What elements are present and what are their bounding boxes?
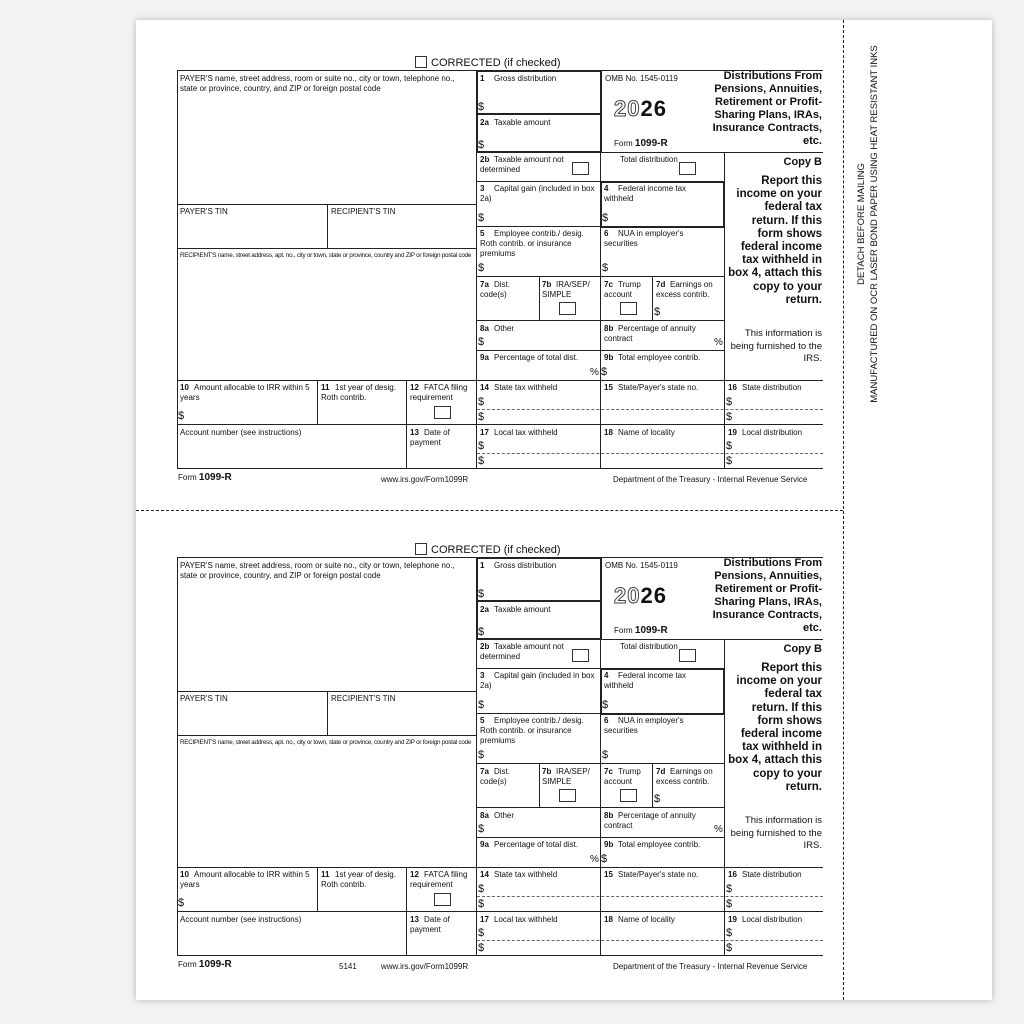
detach-text: DETACH BEFORE MAILING xyxy=(856,163,867,285)
dollar-sign: $ xyxy=(478,749,485,761)
recipient-tin-label: RECIPIENT'S TIN xyxy=(331,694,396,703)
irs-url: www.irs.gov/Form1099R xyxy=(381,475,469,484)
dollar-sign: $ xyxy=(726,942,733,954)
form-code: 5141 xyxy=(339,962,357,971)
box-14-label: 14 State tax withheld xyxy=(480,383,558,392)
box-7d-label: 7d Earnings on excess contrib. xyxy=(656,280,713,299)
box-8a-label: 8a Other xyxy=(480,811,515,820)
box-1-label: 1 Gross distribution xyxy=(480,74,557,83)
total-distribution-checkbox[interactable] xyxy=(679,649,696,662)
total-distribution-label: Total distribution xyxy=(620,155,678,164)
corrected-label: CORRECTED (if checked) xyxy=(431,57,561,69)
dollar-sign: $ xyxy=(726,898,733,910)
payer-tin-label: PAYER'S TIN xyxy=(180,207,228,216)
dollar-sign: $ xyxy=(654,306,661,318)
box-2b-label: 2b Taxable amount not determined xyxy=(480,642,564,661)
box-18-label: 18 Name of locality xyxy=(604,428,675,437)
dollar-sign: $ xyxy=(601,366,608,378)
box-5-label: 5 Employee contrib./ desig. Roth contrib. or insurance premiums xyxy=(480,716,584,745)
box-7b-label: 7b IRA/SEP/ SIMPLE xyxy=(542,280,590,299)
dollar-sign: $ xyxy=(478,942,485,954)
percent-sign: % xyxy=(714,824,723,835)
form-id-top: Form 1099-R xyxy=(614,625,668,636)
form-id-top: Form 1099-R xyxy=(614,138,668,149)
box-7c-label: 7c Trump account xyxy=(604,767,641,786)
dollar-sign: $ xyxy=(478,883,485,895)
total-distribution-checkbox[interactable] xyxy=(679,162,696,175)
corrected-checkbox[interactable] xyxy=(415,543,427,555)
box-16-label: 16 State distribution xyxy=(728,870,802,879)
box-12-label: 12 FATCA filing requirement xyxy=(410,383,468,402)
box-9a-label: 9a Percentage of total dist. xyxy=(480,353,579,362)
total-distribution-label: Total distribution xyxy=(620,642,678,651)
dollar-sign: $ xyxy=(478,396,485,408)
box-6-label: 6 NUA in employer's securities xyxy=(604,716,684,735)
box-3-label: 3 Capital gain (included in box 2a) xyxy=(480,184,595,203)
box-3-label: 3 Capital gain (included in box 2a) xyxy=(480,671,595,690)
treasury-dept: Department of the Treasury - Internal Revenue Service xyxy=(613,962,808,971)
box-2b-checkbox[interactable] xyxy=(572,162,589,175)
form-1099r-top xyxy=(0,0,1024,484)
payer-block-label: PAYER'S name, street address, room or suite no., city or town, telephone no., state or province, country, and ZIP or foreign postal code xyxy=(180,74,455,93)
box-4-label: 4 Federal income tax withheld xyxy=(604,184,687,203)
irs-info: This information is being furnished to the IRS. xyxy=(730,815,822,851)
copy-label: Copy B xyxy=(783,156,822,168)
manufactured-text: MANUFACTURED ON OCR LASER BOND PAPER USING HEAT RESISTANT INKS xyxy=(869,45,880,403)
dollar-sign: $ xyxy=(726,455,733,467)
form-id-bottom: Form 1099-R xyxy=(178,959,232,970)
dollar-sign: $ xyxy=(478,212,485,224)
dollar-sign: $ xyxy=(478,699,485,711)
box-9b-label: 9b Total employee contrib. xyxy=(604,353,701,362)
box-5-label: 5 Employee contrib./ desig. Roth contrib. or insurance premiums xyxy=(480,229,584,258)
dollar-sign: $ xyxy=(602,262,609,274)
box-10-label: 10 Amount allocable to IRR within 5 years xyxy=(180,383,310,402)
corrected-label: CORRECTED (if checked) xyxy=(431,544,561,556)
corrected-checkbox-row[interactable] xyxy=(415,56,561,69)
box-9a-label: 9a Percentage of total dist. xyxy=(480,840,579,849)
box-17-label: 17 Local tax withheld xyxy=(480,915,558,924)
dollar-sign: $ xyxy=(726,440,733,452)
box-2a-label: 2a Taxable amount xyxy=(480,118,551,127)
account-number-label: Account number (see instructions) xyxy=(180,915,302,924)
dollar-sign: $ xyxy=(602,699,609,711)
box-11-label: 11 1st year of desig. Roth contrib. xyxy=(321,383,396,402)
box-12-label: 12 FATCA filing requirement xyxy=(410,870,468,889)
box-7b-label: 7b IRA/SEP/ SIMPLE xyxy=(542,767,590,786)
dollar-sign: $ xyxy=(726,411,733,423)
dollar-sign: $ xyxy=(726,927,733,939)
dollar-sign: $ xyxy=(726,883,733,895)
percent-sign: % xyxy=(590,854,599,865)
box-19-label: 19 Local distribution xyxy=(728,428,803,437)
dollar-sign: $ xyxy=(602,749,609,761)
dollar-sign: $ xyxy=(478,455,485,467)
box-7a-label: 7a Dist. code(s) xyxy=(480,767,510,786)
box-10-label: 10 Amount allocable to IRR within 5 years xyxy=(180,870,310,889)
box-2b-checkbox[interactable] xyxy=(572,649,589,662)
dollar-sign: $ xyxy=(478,101,485,113)
form-1099r-bottom xyxy=(0,487,1024,971)
box-7c-checkbox[interactable] xyxy=(620,302,637,315)
treasury-dept: Department of the Treasury - Internal Revenue Service xyxy=(613,475,808,484)
box-18-label: 18 Name of locality xyxy=(604,915,675,924)
recipient-block-label: RECIPIENT'S name, street address, apt. no., city or town, state or province, country and ZIP or foreign postal code xyxy=(180,739,472,746)
percent-sign: % xyxy=(714,337,723,348)
copy-label: Copy B xyxy=(783,643,822,655)
box-6-label: 6 NUA in employer's securities xyxy=(604,229,684,248)
omb-number: OMB No. 1545-0119 xyxy=(605,74,678,83)
box-4-label: 4 Federal income tax withheld xyxy=(604,671,687,690)
box-19-label: 19 Local distribution xyxy=(728,915,803,924)
omb-number: OMB No. 1545-0119 xyxy=(605,561,678,570)
tax-year: 2026 xyxy=(614,96,667,121)
fatca-checkbox[interactable] xyxy=(434,406,451,419)
fatca-checkbox[interactable] xyxy=(434,893,451,906)
box-8a-label: 8a Other xyxy=(480,324,515,333)
dollar-sign: $ xyxy=(178,897,185,909)
payer-tin-label: PAYER'S TIN xyxy=(180,694,228,703)
box-7a-label: 7a Dist. code(s) xyxy=(480,280,510,299)
percent-sign: % xyxy=(590,367,599,378)
box-7b-checkbox[interactable] xyxy=(559,302,576,315)
box-15-label: 15 State/Payer's state no. xyxy=(604,383,699,392)
dollar-sign: $ xyxy=(478,139,485,151)
box-7c-checkbox[interactable] xyxy=(620,789,637,802)
dollar-sign: $ xyxy=(726,396,733,408)
box-1-label: 1 Gross distribution xyxy=(480,561,557,570)
box-7d-label: 7d Earnings on excess contrib. xyxy=(656,767,713,786)
payer-block-label: PAYER'S name, street address, room or suite no., city or town, telephone no., state or province, country, and ZIP or foreign postal code xyxy=(180,561,455,580)
box-8b-label: 8b Percentage of annuity contract xyxy=(604,324,696,343)
box-16-label: 16 State distribution xyxy=(728,383,802,392)
box-2a-label: 2a Taxable amount xyxy=(480,605,551,614)
tax-year: 2026 xyxy=(614,583,667,608)
box-8b-label: 8b Percentage of annuity contract xyxy=(604,811,696,830)
box-14-label: 14 State tax withheld xyxy=(480,870,558,879)
dollar-sign: $ xyxy=(654,793,661,805)
dollar-sign: $ xyxy=(601,853,608,865)
report-instructions: Report this income on your federal tax return. If this form shows federal income tax withheld in box 4, attach this copy to your return. xyxy=(728,662,822,793)
dollar-sign: $ xyxy=(478,626,485,638)
box-17-label: 17 Local tax withheld xyxy=(480,428,558,437)
box-2b-label: 2b Taxable amount not determined xyxy=(480,155,564,174)
dollar-sign: $ xyxy=(478,411,485,423)
recipient-block-label: RECIPIENT'S name, street address, apt. no., city or town, state or province, country and ZIP or foreign postal code xyxy=(180,252,472,259)
dollar-sign: $ xyxy=(478,440,485,452)
dollar-sign: $ xyxy=(478,588,485,600)
box-7c-label: 7c Trump account xyxy=(604,280,641,299)
dollar-sign: $ xyxy=(178,410,185,422)
dollar-sign: $ xyxy=(602,212,609,224)
form-title: Distributions From Pensions, Annuities, Retirement or Profit-Sharing Plans, IRAs, Insurance Contracts, etc. xyxy=(712,70,822,147)
irs-url: www.irs.gov/Form1099R xyxy=(381,962,469,971)
box-9b-label: 9b Total employee contrib. xyxy=(604,840,701,849)
form-id-bottom: Form 1099-R xyxy=(178,472,232,483)
dollar-sign: $ xyxy=(478,898,485,910)
corrected-checkbox[interactable] xyxy=(415,56,427,68)
dollar-sign: $ xyxy=(478,927,485,939)
box-13-label: 13 Date of payment xyxy=(410,915,450,934)
dollar-sign: $ xyxy=(478,262,485,274)
report-instructions: Report this income on your federal tax return. If this form shows federal income tax withheld in box 4, attach this copy to your return. xyxy=(728,175,822,306)
dollar-sign: $ xyxy=(478,336,485,348)
box-15-label: 15 State/Payer's state no. xyxy=(604,870,699,879)
box-11-label: 11 1st year of desig. Roth contrib. xyxy=(321,870,396,889)
box-13-label: 13 Date of payment xyxy=(410,428,450,447)
form-title: Distributions From Pensions, Annuities, Retirement or Profit-Sharing Plans, IRAs, Insurance Contracts, etc. xyxy=(712,557,822,634)
box-7b-checkbox[interactable] xyxy=(559,789,576,802)
corrected-checkbox-row[interactable] xyxy=(415,543,561,556)
recipient-tin-label: RECIPIENT'S TIN xyxy=(331,207,396,216)
dollar-sign: $ xyxy=(478,823,485,835)
account-number-label: Account number (see instructions) xyxy=(180,428,302,437)
irs-info: This information is being furnished to the IRS. xyxy=(730,328,822,364)
